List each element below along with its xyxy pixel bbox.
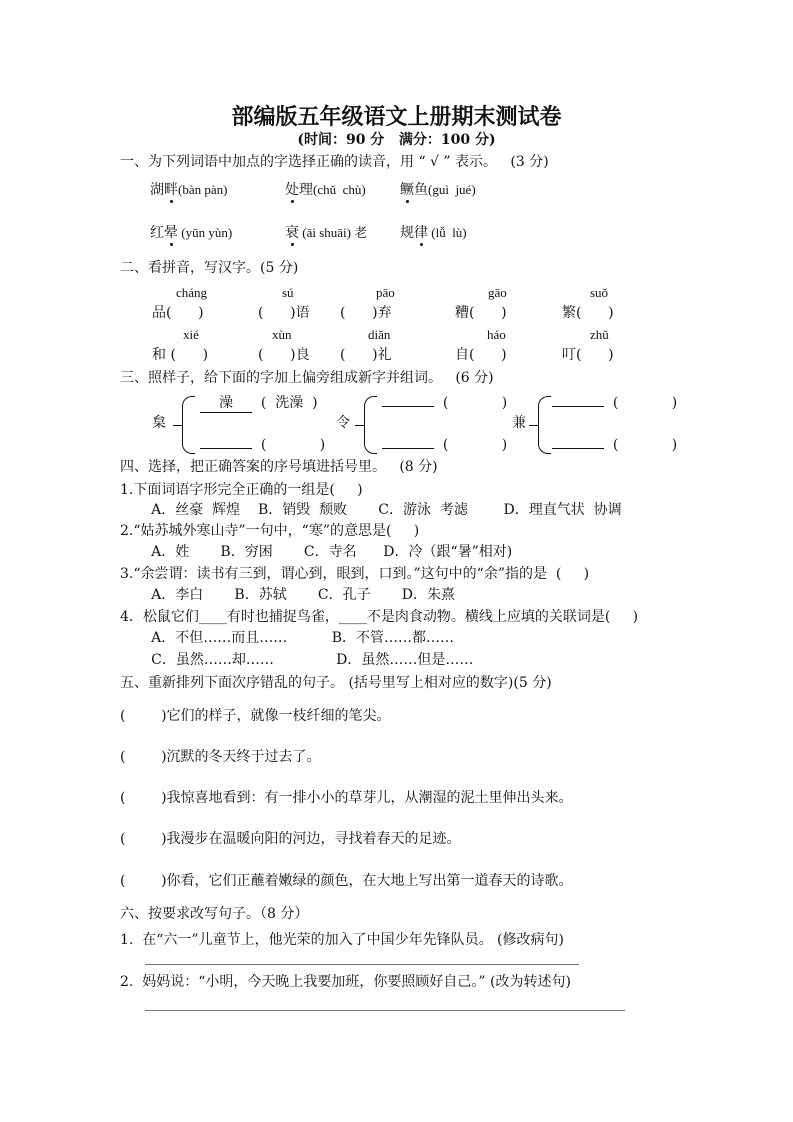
answer-paren: ( ): [260, 437, 326, 453]
example-row: 澡 ( 洗澡 ): [200, 394, 318, 413]
order-sentence[interactable]: ( )你看，它们正蘸着嫩绿的颜色，在大地上写出第一道春天的诗歌。: [120, 873, 573, 889]
rewrite-question-1: 1. 在“六一”儿童节上，他光荣的加入了中国少年先锋队员。 (修改病句): [120, 932, 564, 948]
answer-row[interactable]: [200, 436, 325, 454]
pinyin-options[interactable]: (yūn yùn): [178, 225, 233, 240]
exam-subtitle: (时间：90 分 满分：100 分): [297, 132, 496, 148]
pronunciation-item: [150, 224, 232, 242]
section-3-heading: 三、照样子，给下面的字加上偏旁组成新字并组词。 (6 分): [120, 370, 494, 386]
order-sentence[interactable]: ( )沉默的冬天终于过去了。: [120, 749, 321, 765]
example-word: 洗澡: [275, 395, 304, 411]
pinyin: háo: [487, 327, 506, 342]
pinyin: xié: [183, 327, 199, 342]
word-blank[interactable]: 繁( ): [562, 305, 614, 321]
example-char: 澡: [200, 394, 252, 413]
pinyin: cháng: [176, 285, 208, 300]
word-blank[interactable]: ( )良: [258, 347, 310, 363]
dotted-char: 衰: [285, 225, 299, 241]
pronunciation-item: [150, 181, 227, 199]
pinyin-options[interactable]: (bàn pàn): [178, 182, 228, 197]
choice-line: A．丝豪 辉煌 B．销毁 颓败 C．游泳 考滤 D．理直气状 协调: [120, 502, 622, 518]
word-blank[interactable]: 品( ): [152, 305, 204, 321]
answer-line-1[interactable]: [145, 964, 579, 965]
question-line: 2.“姑苏城外寒山寺”一句中，“寒”的意思是( ): [120, 523, 420, 539]
section-2-heading: 二、看拼音，写汉字。(5 分): [120, 260, 299, 276]
answer-row[interactable]: [552, 436, 677, 454]
pinyin-options[interactable]: (chǔ chù): [313, 182, 366, 197]
answer-row[interactable]: [382, 436, 507, 454]
word-part: 规: [400, 225, 414, 241]
word-part: 鱼: [414, 182, 428, 198]
pinyin: zhǔ: [590, 327, 609, 342]
dotted-char: 畔: [164, 182, 178, 198]
answer-row[interactable]: [552, 394, 677, 412]
dotted-char: 晕: [164, 225, 178, 241]
word-part: 湖: [150, 182, 164, 198]
base-char: 枲: [152, 415, 166, 431]
pronunciation-item: [400, 224, 467, 242]
section-5-heading: 五、重新排列下面次序错乱的句子。 (括号里写上相对应的数字)(5 分): [120, 675, 552, 691]
answer-paren: ( ): [612, 395, 678, 411]
word-blank[interactable]: 和 ( ): [152, 347, 209, 363]
word-blank[interactable]: 叮( ): [562, 347, 614, 363]
question-line: 3.“余尝谓：读书有三到，谓心到，眼到，口到。”这句中的“余”指的是 ( ): [120, 566, 590, 582]
answer-paren: ( ): [612, 437, 678, 453]
word-blank[interactable]: ( )弃: [340, 305, 392, 321]
order-sentence[interactable]: ( )我漫步在温暖向阳的河边，寻找着春天的足迹。: [120, 831, 461, 847]
brace: [538, 396, 551, 454]
pinyin: xùn: [272, 327, 292, 342]
word-blank[interactable]: 糟( ): [455, 305, 507, 321]
question-line: 4．松鼠它们____有时也捕捉鸟雀，____不是肉食动物。横线上应填的关联词是( ): [120, 609, 639, 625]
brace: [364, 396, 377, 454]
pronunciation-item: [400, 181, 476, 199]
base-char: 令: [336, 415, 350, 431]
pinyin-options[interactable]: (lǚ lù): [428, 225, 467, 240]
word-blank[interactable]: 自( ): [455, 347, 507, 363]
base-char: 兼: [512, 415, 526, 431]
pinyin: suǒ: [590, 285, 609, 300]
pinyin-options[interactable]: (āi shuāi) 老: [299, 225, 368, 240]
pinyin: sú: [282, 285, 294, 300]
answer-paren: ( ): [442, 437, 508, 453]
dotted-char: 处: [285, 182, 299, 198]
page-title: 部编版五年级语文上册期末测试卷: [231, 104, 562, 130]
section-1-heading: 一、为下列词语中加点的字选择正确的读音，用 “ √ ” 表示。 (3 分): [120, 154, 549, 170]
choice-line: A．姓 B．穷困 C．寺名 D．冷（跟“暑”相对): [120, 544, 513, 560]
choice-line: C．虽然……却…… D．虽然……但是……: [120, 652, 474, 668]
dotted-char: 鳜: [400, 182, 414, 198]
brace: [182, 396, 195, 454]
word-blank[interactable]: ( )礼: [340, 347, 392, 363]
rewrite-question-2: 2. 妈妈说：“小明，今天晚上我要加班，你要照顾好自己。” (改为转述句): [120, 974, 571, 990]
section-6-heading: 六、按要求改写句子。（8 分）: [120, 906, 309, 922]
dotted-char: 律: [414, 225, 428, 241]
order-sentence[interactable]: ( )它们的样子，就像一枝纤细的笔尖。: [120, 708, 391, 724]
answer-paren: ( ): [442, 395, 508, 411]
word-part: 红: [150, 225, 164, 241]
pinyin: pāo: [376, 285, 395, 300]
word-blank[interactable]: ( )语: [258, 305, 310, 321]
pinyin-options[interactable]: (guì jué): [428, 182, 476, 197]
choice-line: A．李白 B．苏轼 C．孔子 D．朱熹: [120, 587, 455, 603]
word-part: 理: [299, 182, 313, 198]
pronunciation-item: [285, 224, 367, 242]
order-sentence[interactable]: ( )我惊喜地看到：有一排小小的草芽儿，从潮湿的泥土里伸出头来。: [120, 790, 573, 806]
question-line: 1.下面词语字形完全正确的一组是( ): [120, 482, 363, 498]
choice-line: A．不但……而且…… B．不管……都……: [120, 630, 455, 646]
pinyin: gāo: [488, 285, 507, 300]
answer-line-2[interactable]: [145, 1010, 625, 1011]
answer-row[interactable]: [382, 394, 507, 412]
pinyin: diǎn: [368, 327, 391, 342]
section-4-heading: 四、选择，把正确答案的序号填进括号里。 (8 分): [120, 459, 438, 475]
pronunciation-item: [285, 181, 366, 199]
